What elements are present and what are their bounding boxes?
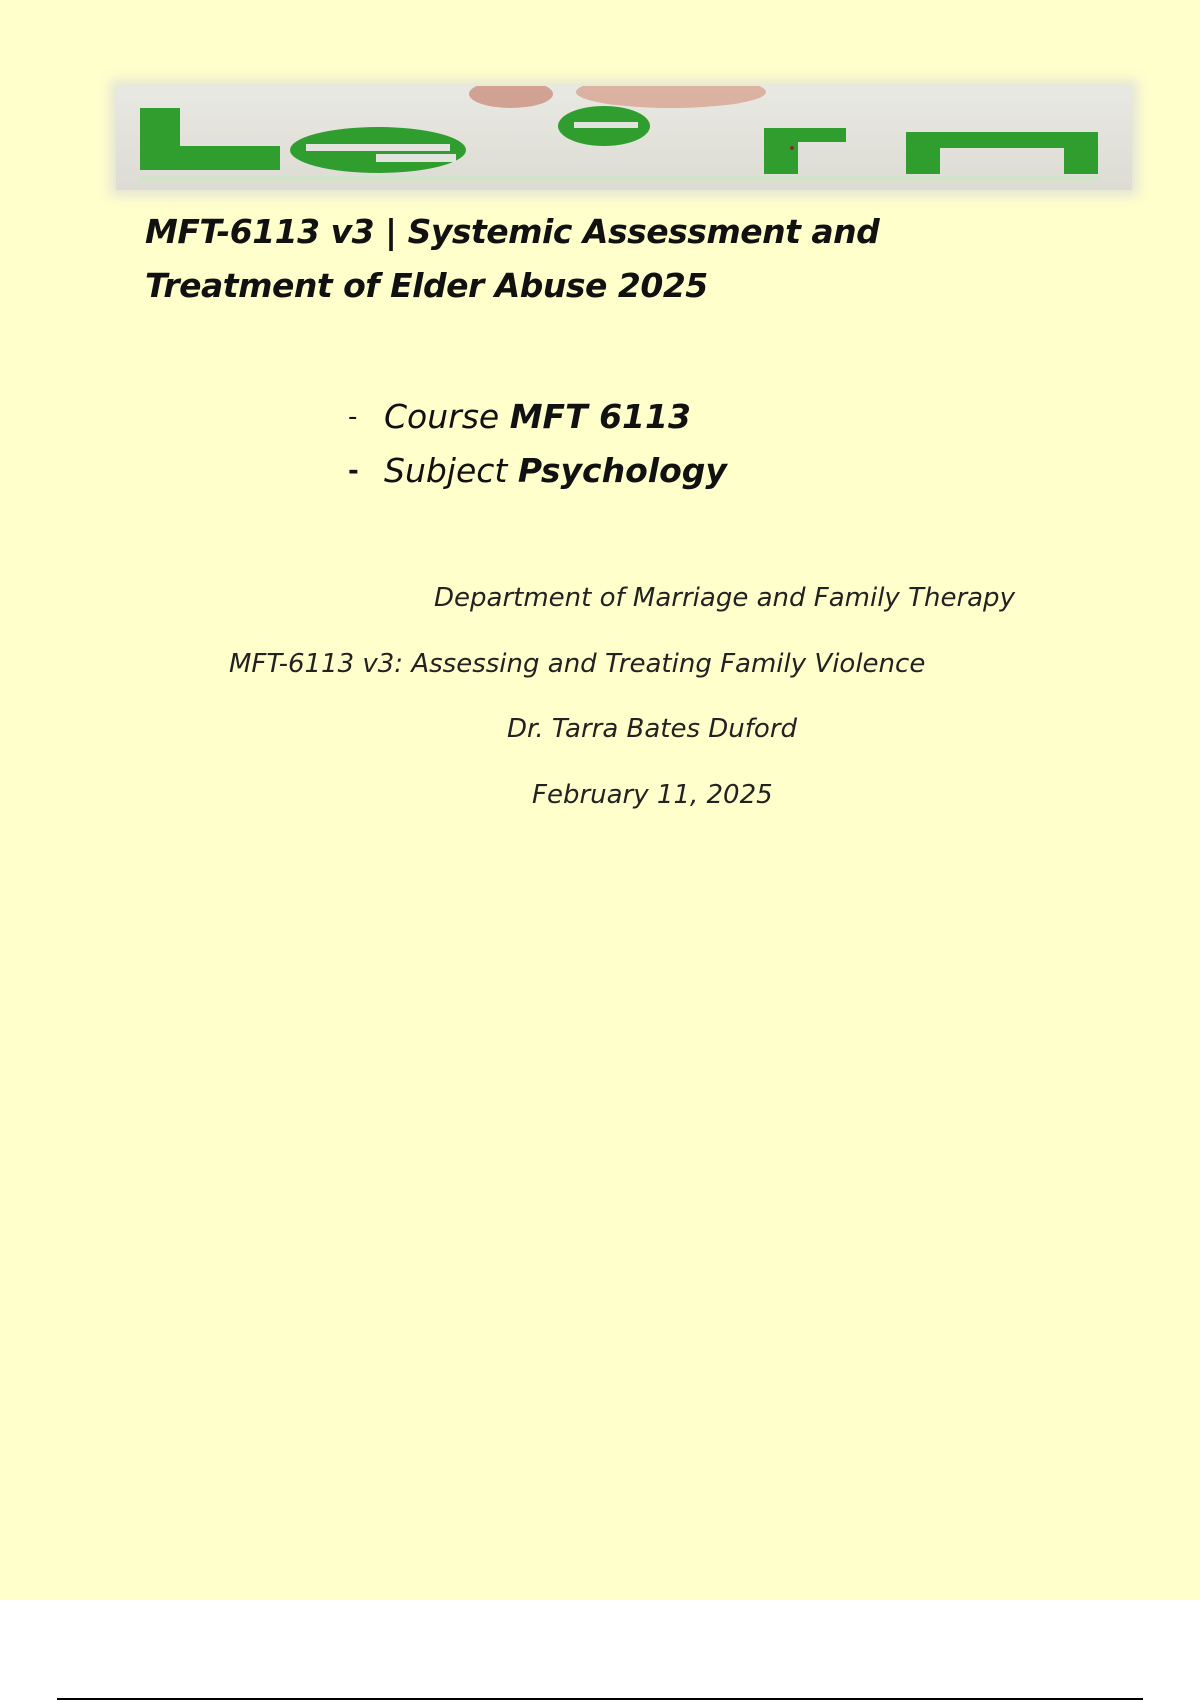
document-title: MFT-6113 v3 | Systemic Assessment and Treatment of Elder Abuse 2025 <box>145 212 880 305</box>
learn-banner-image <box>116 86 1132 190</box>
subject-detail-item <box>348 444 727 498</box>
document-date: February 11, 2025 <box>532 780 773 810</box>
subject-label: Subject <box>384 451 508 490</box>
list-dash: - <box>348 402 358 432</box>
course-detail-item <box>348 390 727 444</box>
learn-logo-graphic <box>116 86 1132 190</box>
course-label: Course <box>384 397 500 436</box>
subject-value: Psychology <box>517 451 727 490</box>
instructor-name: Dr. Tarra Bates Duford <box>507 714 798 744</box>
course-value: MFT 6113 <box>509 397 691 436</box>
course-details-list <box>348 390 727 498</box>
course-line: MFT-6113 v3: Assessing and Treating Family Violence <box>229 649 926 679</box>
list-dash: - <box>348 456 359 486</box>
department-name: Department of Marriage and Family Therapy <box>434 583 1015 613</box>
